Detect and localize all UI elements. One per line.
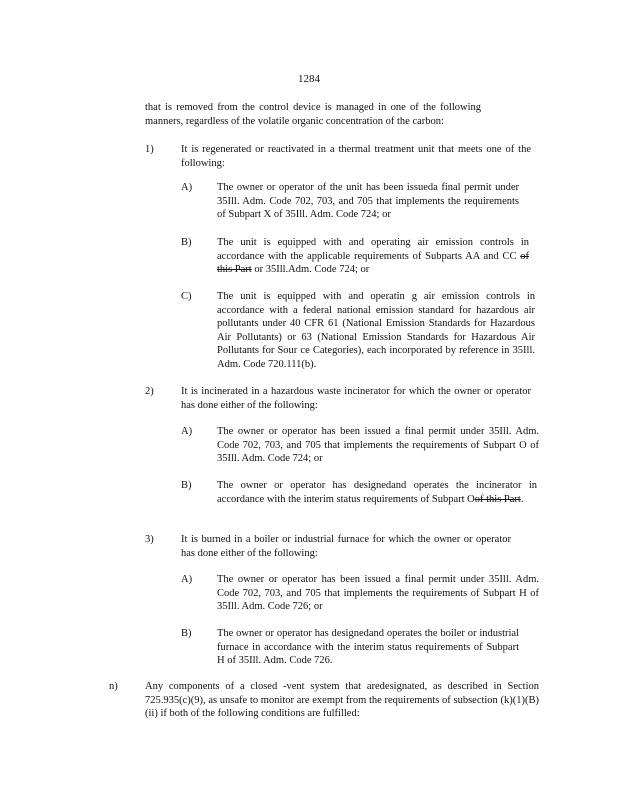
item-1-sub-b-pre: The unit is equipped with and operating air emission controls in accordance with the applicable requirements of Subparts AA and CC <box>217 237 529 262</box>
item-1-sub-b-deleted-text: of this Part <box>217 250 529 275</box>
item-3-sub-a-label: A) <box>181 574 193 585</box>
item-1-sub-b-text <box>217 236 529 277</box>
item-3-text: It is burned in a boiler or industrial furnace for which the owner or operator has done either of the following: <box>181 534 511 559</box>
section-n-label: n) <box>109 681 118 692</box>
item-1-sub-c-label: C) <box>181 291 192 302</box>
item-1-sub-a-text: The owner or operator of the unit has been issueda final permit under 35Ill. Adm. Code 702, 703, and 705 that implements the requirements of Subpart X of 35Ill. Adm. Code 724; or <box>217 182 519 220</box>
item-1-text: It is regenerated or reactivated in a thermal treatment unit that meets one of the following: <box>181 144 531 169</box>
item-3-label: 3) <box>145 534 154 545</box>
item-2-sub-a-text: The owner or operator has been issued a final permit under 35Ill. Adm. Code 702, 703, and 705 that implements the requirements of Subpart O of 35Ill. Adm. Code 724; or <box>217 426 539 464</box>
item-1-sub-b-post: or 35Ill.Adm. Code 724; or <box>251 264 370 275</box>
item-2-sub-b-post: . <box>520 493 524 505</box>
item-1-sub-c-text: The unit is equipped with and operatin g air emission controls in accordance with a federal national emission standard for hazardous air pollutants under 40 CFR 61 (National Emission Standards for Hazardous Air Pollutants) or 63 (National Emission Standards for Hazardous Air Pollutants for Sour ce Categories), each incorporated by reference in 35Ill. Adm. Code 720.111(b). <box>217 291 535 370</box>
item-2-sub-a-label: A) <box>181 426 193 437</box>
section-n-text: Any components of a closed -vent system that aredesignated, as described in Section 725.935(c)(9), as unsafe to monitor are exempt from the requirements of subsection (k)(1)(B)(ii) if both of the following conditions are fulfilled: <box>145 681 539 719</box>
item-2-sub-b-pre: The owner or operator has designedand operates the incinerator in accordance with the interim status requirements of Subpart O <box>217 480 537 505</box>
item-1-sub-b-label: B) <box>181 237 192 248</box>
item-2-sub-b-deleted-text: of this Part <box>474 493 521 505</box>
intro-paragraph: that is removed from the control device is managed in one of the following manners, regardless of the volatile organic concentration of the carbon: <box>145 102 481 127</box>
item-2-sub-b-label: B) <box>181 480 192 491</box>
item-2-sub-b-text <box>217 479 537 506</box>
item-3-sub-a-text: The owner or operator has been issued a final permit under 35Ill. Adm. Code 702, 703, and 705 that implements the requirements of Subpart H of 35Ill. Adm. Code 726; or <box>217 574 539 612</box>
item-2-label: 2) <box>145 386 154 397</box>
item-2-text: It is incinerated in a hazardous waste incinerator for which the owner or operator has done either of the following: <box>181 386 531 411</box>
item-1-label: 1) <box>145 144 154 155</box>
page-number: 1284 <box>298 73 320 85</box>
item-3-sub-b-text: The owner or operator has designedand operates the boiler or industrial furnace in accordance with the interim status requirements of Subpart H of 35Ill. Adm. Code 726. <box>217 628 519 666</box>
item-3-sub-b-label: B) <box>181 628 192 639</box>
item-1-sub-a-label: A) <box>181 182 193 193</box>
